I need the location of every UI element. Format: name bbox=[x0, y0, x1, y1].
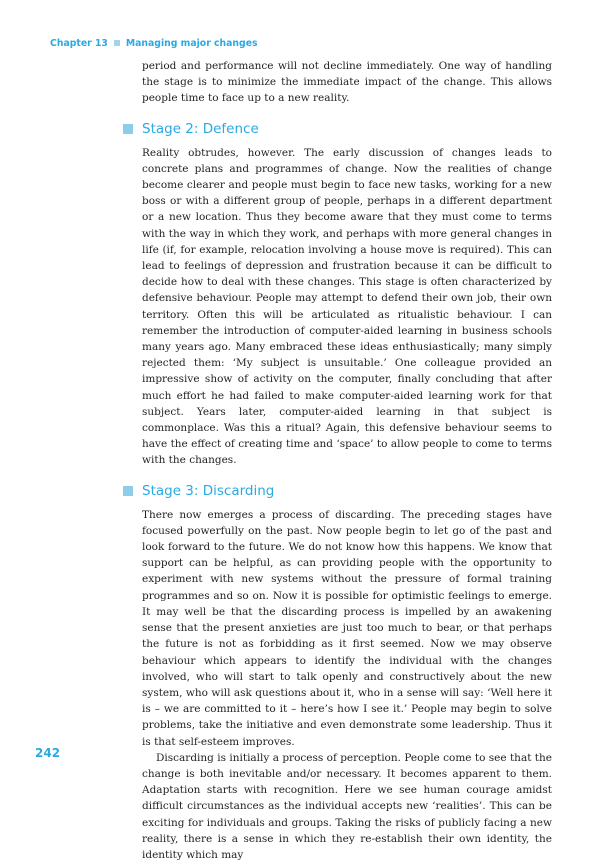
heading-text: Stage 3: Discarding bbox=[142, 482, 275, 499]
section-heading-defence bbox=[142, 120, 552, 138]
discarding-paragraph-1: There now emerges a process of discarding. The preceding stages have focused powerfully on the past. Now people begin to let go of the past and look forward to the future. We do not know how this happens. We know that support can be helpful, as can providing people with the opportunity to experiment with new systems without the pressure of formal training programmes and so on. Now it is possible for optimistic feelings to emerge. It may well be that the discarding process is impelled by an awakening sense that the present anxieties are just too much to bear, or that perhaps the future is not as forbidding as it first seemed. Now we may observe behaviour which appears to identify the individual with the changes involved, who will start to talk openly and constructively about the new system, who will ask questions about it, who in a sense will say: ‘Well here it is – we are committed to it – here’s how I see it.’ People may begin to solve problems, take the initiative and even demonstrate some leadership. Thus it is that self-esteem improves. bbox=[142, 508, 552, 748]
chapter-label: Chapter 13 bbox=[50, 38, 108, 49]
page-number: 242 bbox=[35, 746, 61, 760]
body-text bbox=[142, 58, 552, 863]
intro-paragraph: period and performance will not decline immediately. One way of handling the stage is to minimize the immediate impact of the change. This allows people time to face up to a new reality. bbox=[142, 60, 552, 105]
separator-square-icon bbox=[114, 40, 120, 46]
heading-text: Stage 2: Defence bbox=[142, 120, 259, 137]
running-head bbox=[50, 38, 258, 49]
section-heading-discarding bbox=[142, 482, 552, 500]
heading-square-icon bbox=[123, 486, 133, 496]
heading-square-icon bbox=[123, 124, 133, 134]
chapter-title: Managing major changes bbox=[125, 38, 258, 49]
discarding-paragraph-2: Discarding is initially a process of perception. People come to see that the change is both inevitable and/or necessary. It becomes apparent to them. Adaptation starts with recognition. Here we see human courage amidst difficult circumstances as the individual accepts new ‘realities’. This can be exciting for individuals and groups. Taking the risks of publicly facing a new reality, there is a sense in which they re-establish their own identity, the identity which may bbox=[142, 751, 552, 861]
defence-paragraph: Reality obtrudes, however. The early discussion of changes leads to concrete plans and programmes of change. Now the realities of change become clearer and people must begin to face new tasks, working for a new boss or with a different group of people, perhaps in a different department or a new location. Thus they become aware that they must come to terms with the way in which they work, and perhaps with more general changes in life (if, for example, relocation involving a house move is required). This can lead to feelings of depression and frustration because it can be difficult to decide how to deal with these changes. This stage is often characterized by defensive behaviour. People may attempt to defend their own job, their own territory. Often this will be articulated as ritualistic behaviour. I can remember the introduction of computer-aided learning in business schools many years ago. Many embraced these ideas enthusiastically; many simply rejected them: ‘My subject is unsuitable.’ One colleague provided an impressive show of activity on the computer, finally concluding that after much effort he had failed to make computer-aided learning work for that subject. Years later, computer-aided learning in that subject is commonplace. Was this a ritual? Again, this defensive behaviour seems to have the effect of creating time and ‘space’ to allow people to come to terms with the changes. bbox=[142, 146, 552, 467]
